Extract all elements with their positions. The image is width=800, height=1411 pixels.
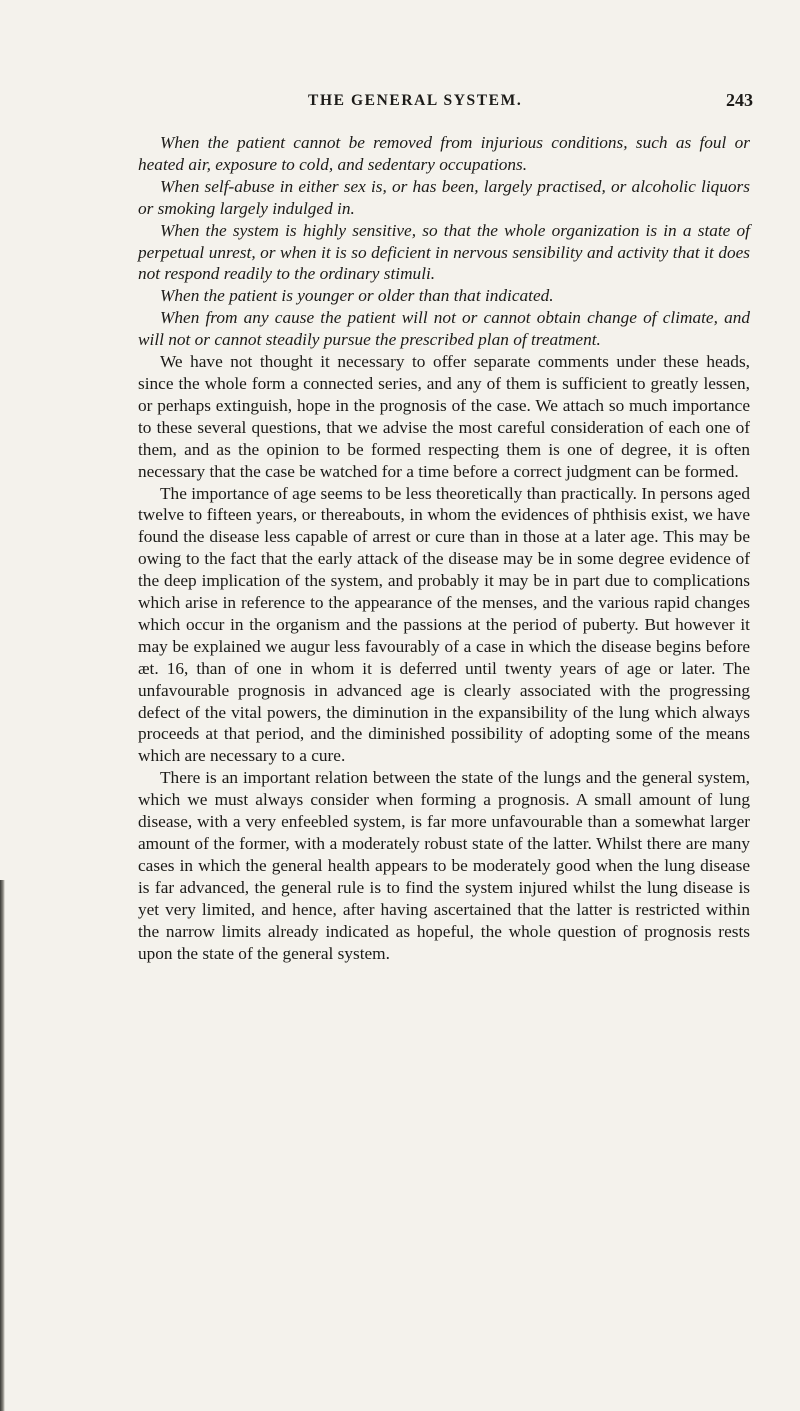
body-paragraph: The importance of age seems to be less theoretically than practically. In persons aged twelve to fifteen years, or thereabouts, in whom the evidences of phthisis exist, we have found the disease less capable of arrest or cure than in those at a later age. This may be owing to the fact that the early attack of the disease may be in some degree evidence of the deep implication of the system, and probably it may be in part due to complications which arise in reference to the appearance of the menses, and the various rapid changes which occur in the organism and the passions at the period of puberty. But however it may be explained we augur less favourably of a case in which the disease begins before æt. 16, than of one in whom it is deferred until twenty years of age or later. The unfavourable prognosis in advanced age is clearly associated with the progressing defect of the vital powers, the diminution in the expansibility of the lung which always proceeds at that period, and the diminished possibility of adopting some of the means which are necessary to a cure. (138, 483, 750, 766)
condition-item: When the system is highly sensitive, so that the whole organization is in a state of perpetual unrest, or when it is so deficient in nervous sensibility and activity that it does not respond readily to the ordinary stimuli. (138, 220, 750, 284)
binding-shadow (0, 880, 5, 1411)
page-body (138, 132, 750, 964)
body-paragraph: We have not thought it necessary to offer separate comments under these heads, since the whole form a connected series, and any of them is sufficient to greatly lessen, or perhaps extinguish, hope in the prognosis of the case. We attach so much importance to these several questions, that we advise the most careful consideration of each one of them, and as the opinion to be formed respecting them is one of degree, it is often necessary that the case be watched for a time before a correct judgment can be formed. (138, 352, 750, 481)
running-head: THE GENERAL SYSTEM. (308, 92, 523, 109)
condition-item: When the patient is younger or older than that indicated. (160, 286, 554, 306)
condition-item: When the patient cannot be removed from injurious conditions, such as foul or heated air, exposure to cold, and sedentary occupations. (138, 133, 750, 174)
condition-item: When from any cause the patient will not or cannot obtain change of climate, and will not or cannot steadily pursue the prescribed plan of treatment. (138, 308, 750, 350)
page-header (0, 92, 800, 116)
page-number: 243 (726, 90, 753, 110)
condition-item: When self-abuse in either sex is, or has been, largely practised, or alcoholic liquors or smoking largely indulged in. (138, 176, 750, 218)
body-paragraph: There is an important relation between the state of the lungs and the general system, which we must always consider when forming a prognosis. A small amount of lung disease, with a very enfeebled system, is far more unfavourable than a somewhat larger amount of the former, with a moderately robust state of the latter. Whilst there are many cases in which the general health appears to be moderately good when the lung disease is far advanced, the general rule is to find the system injured whilst the lung disease is yet very limited, and hence, after having ascertained that the latter is restricted within the narrow limits already indicated as hopeful, the whole question of prognosis rests upon the state of the general system. (138, 768, 750, 963)
